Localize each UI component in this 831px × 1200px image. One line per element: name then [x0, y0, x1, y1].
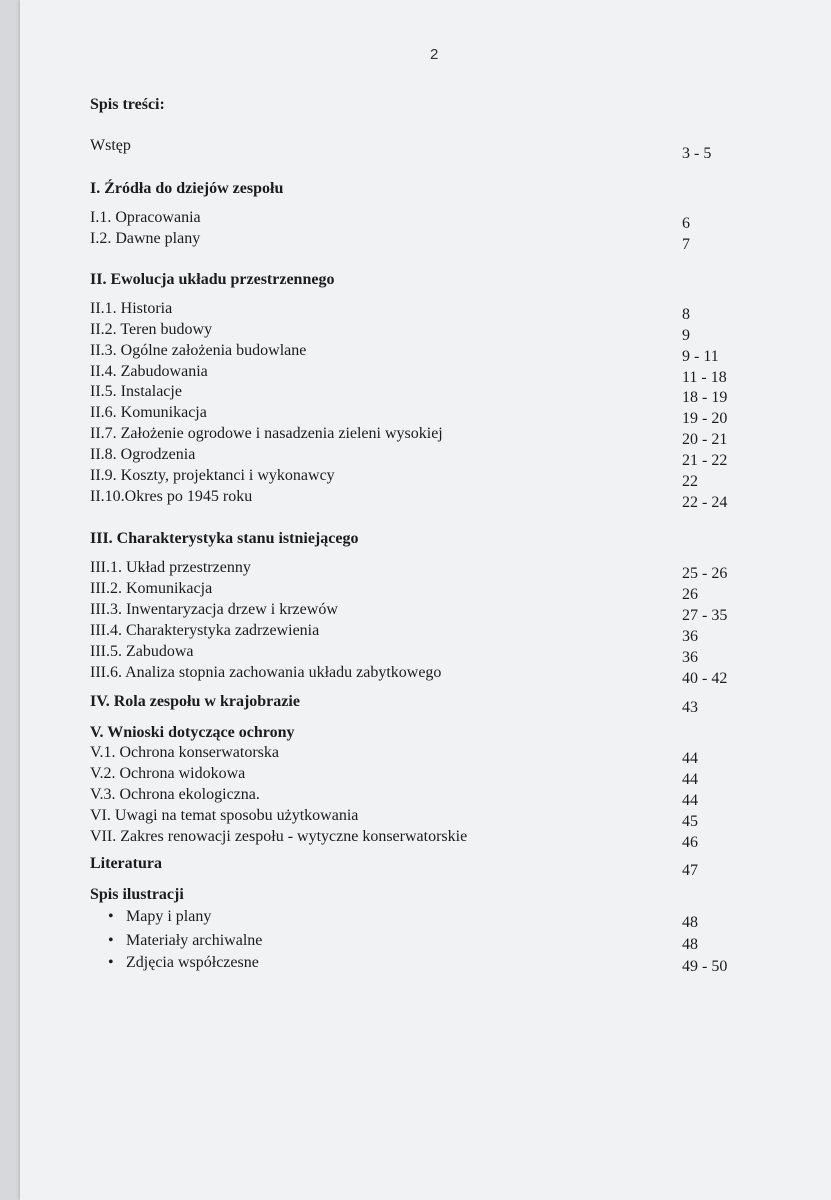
toc-page: 46: [682, 834, 698, 851]
page-number: 2: [430, 46, 439, 63]
toc-page: 20 - 21: [682, 431, 728, 448]
toc-entry-intro: Wstęp: [90, 137, 131, 154]
toc-entry: II.5. Instalacje: [90, 383, 182, 400]
toc-page: 7: [682, 236, 690, 253]
toc-page: 44: [682, 792, 698, 809]
toc-page: 47: [682, 862, 698, 879]
toc-entry: II.6. Komunikacja: [90, 404, 207, 421]
section-heading-1: I. Źródła do dziejów zespołu: [90, 180, 284, 197]
literature-heading: Literatura: [90, 855, 162, 872]
section-heading-3: III. Charakterystyka stanu istniejącego: [90, 530, 359, 547]
toc-page-intro: 3 - 5: [682, 145, 712, 162]
toc-entry: II.8. Ogrodzenia: [90, 446, 196, 463]
toc-page: 36: [682, 628, 698, 645]
toc-page: 18 - 19: [682, 389, 728, 406]
toc-page: 45: [682, 813, 698, 830]
bullet-icon: •: [108, 954, 114, 971]
toc-page: 25 - 26: [682, 565, 728, 582]
list-item: Materiały archiwalne: [126, 932, 263, 949]
toc-entry: I.1. Opracowania: [90, 209, 201, 226]
toc-page: 43: [682, 699, 698, 716]
toc-page: 27 - 35: [682, 607, 728, 624]
bullet-icon: •: [108, 932, 114, 949]
toc-page: 40 - 42: [682, 670, 728, 687]
toc-entry: II.9. Koszty, projektanci i wykonawcy: [90, 467, 335, 484]
toc-page: 44: [682, 771, 698, 788]
toc-entry: V.2. Ochrona widokowa: [90, 765, 246, 782]
toc-entry: III.5. Zabudowa: [90, 643, 194, 660]
section-heading-5: V. Wnioski dotyczące ochrony: [90, 724, 295, 741]
toc-entry: V.1. Ochrona konserwatorska: [90, 744, 279, 761]
toc-page: 26: [682, 586, 698, 603]
toc-page: 8: [682, 306, 690, 323]
bullet-icon: •: [108, 908, 114, 925]
illustrations-heading: Spis ilustracji: [90, 886, 184, 903]
toc-entry: VI. Uwagi na temat sposobu użytkowania: [90, 807, 359, 824]
toc-entry: III.6. Analiza stopnia zachowania układu zabytkowego: [90, 664, 442, 681]
toc-entry: II.1. Historia: [90, 300, 173, 317]
toc-page: 48: [682, 936, 698, 953]
toc-page: 44: [682, 750, 698, 767]
toc-entry: II.7. Założenie ogrodowe i nasadzenia zieleni wysokiej: [90, 425, 443, 442]
toc-page: 22 - 24: [682, 494, 728, 511]
toc-entry: III.4. Charakterystyka zadrzewienia: [90, 622, 320, 639]
toc-entry: III.1. Układ przestrzenny: [90, 559, 251, 576]
toc-page: 11 - 18: [682, 369, 727, 386]
toc-entry: III.3. Inwentaryzacja drzew i krzewów: [90, 601, 338, 618]
toc-page: 49 - 50: [682, 958, 728, 975]
toc-entry: VII. Zakres renowacji zespołu - wytyczne konserwatorskie: [90, 828, 468, 845]
toc-entry: III.2. Komunikacja: [90, 580, 213, 597]
toc-page: 21 - 22: [682, 452, 728, 469]
toc-title: Spis treści:: [90, 96, 165, 113]
toc-page: 19 - 20: [682, 410, 728, 427]
toc-page: 9: [682, 327, 690, 344]
toc-page: 48: [682, 914, 698, 931]
toc-entry: II.3. Ogólne założenia budowlane: [90, 342, 307, 359]
toc-entry: I.2. Dawne plany: [90, 230, 201, 247]
toc-entry: II.10.Okres po 1945 roku: [90, 488, 253, 505]
section-heading-4: IV. Rola zespołu w krajobrazie: [90, 693, 300, 710]
toc-entry: II.4. Zabudowania: [90, 363, 208, 380]
list-item: Mapy i plany: [126, 908, 212, 925]
toc-page: 36: [682, 649, 698, 666]
section-heading-2: II. Ewolucja układu przestrzennego: [90, 271, 335, 288]
list-item: Zdjęcia współczesne: [126, 954, 259, 971]
toc-page: 6: [682, 215, 690, 232]
toc-page: 9 - 11: [682, 348, 719, 365]
toc-page: 22: [682, 473, 698, 490]
toc-entry: V.3. Ochrona ekologiczna.: [90, 786, 260, 803]
document-page: [20, 0, 831, 1200]
toc-entry: II.2. Teren budowy: [90, 321, 213, 338]
